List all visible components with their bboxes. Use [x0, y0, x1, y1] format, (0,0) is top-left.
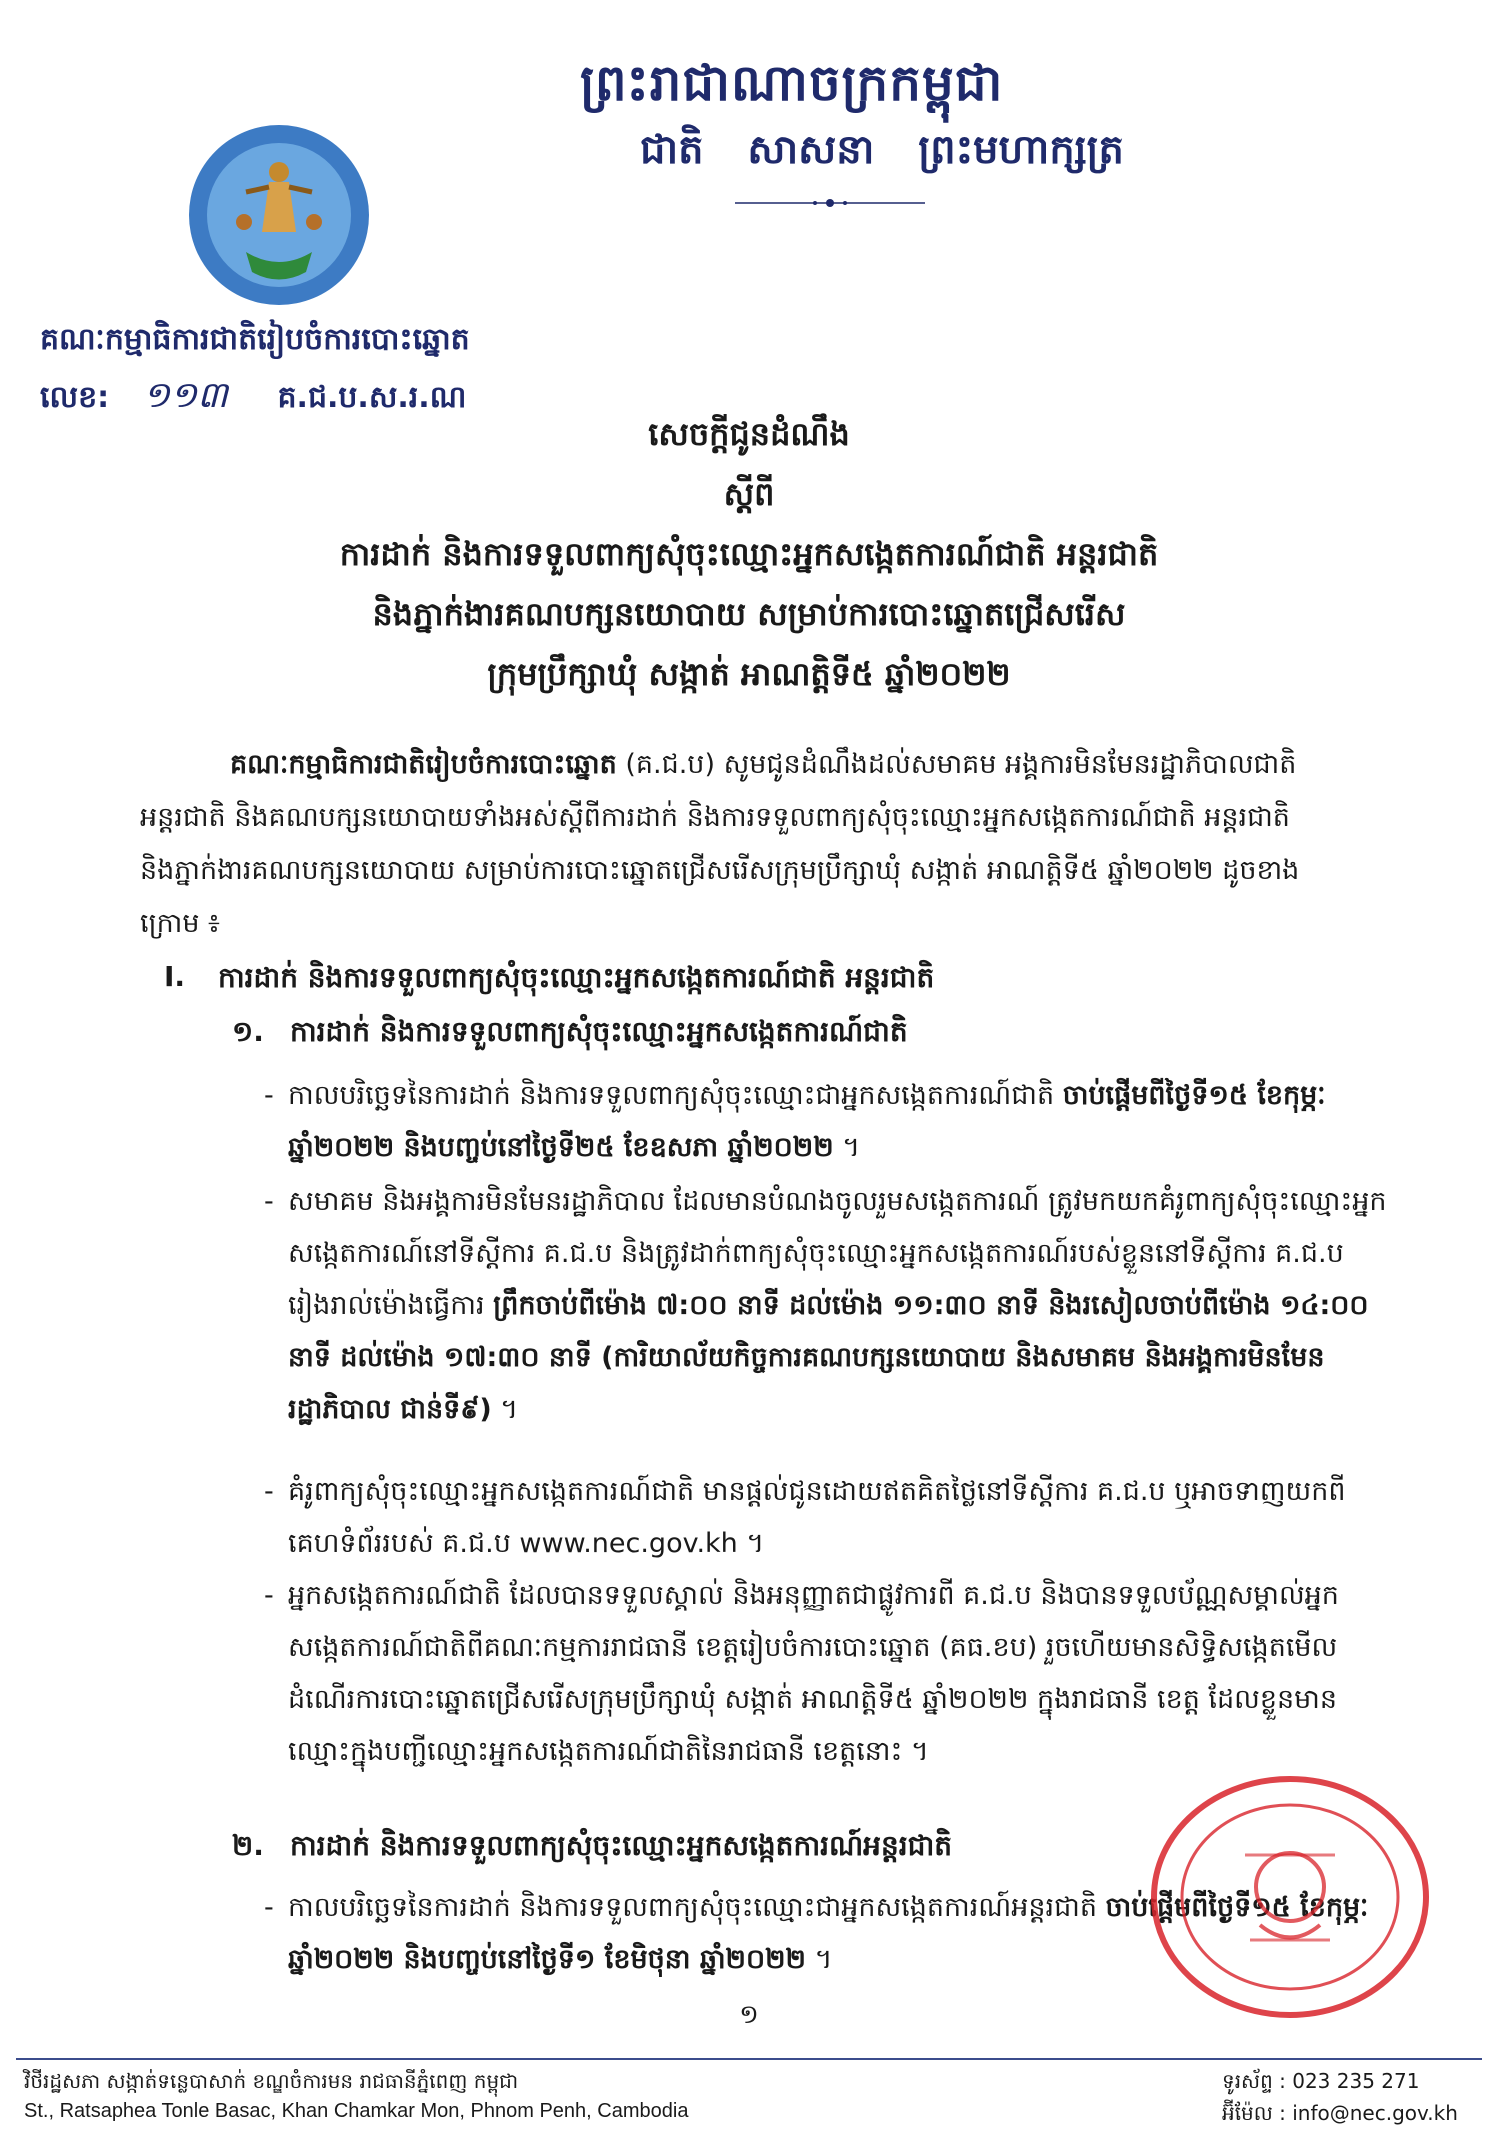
subsection-2-heading: ការដាក់ និងការទទួលពាក្យសុំចុះឈ្មោះអ្នកសង្កេតការណ៍អន្តរជាតិ — [290, 1829, 953, 1862]
ornament-divider — [735, 196, 925, 210]
footer-phone: ទូរស័ព្ទ : 023 235 271 — [1222, 2069, 1420, 2093]
footer-address-en: St., Ratsaphea Tonle Basac, Khan Chamkar Mon, Phnom Penh, Cambodia — [24, 2100, 689, 2122]
motto-heading: ជាតិ សាសនា ព្រះមហាក្សត្រ — [640, 127, 1124, 173]
ref-label: លេខ: — [40, 380, 110, 415]
notice-subject-line-1: ការដាក់ និងការទទួលពាក្យសុំចុះឈ្មោះអ្នកសង្កេតការណ៍ជាតិ អន្តរជាតិ — [339, 535, 1159, 573]
bullet-national-dates: - កាលបរិច្ឆេទនៃការដាក់ និងការទទួលពាក្យសុំចុះឈ្មោះជាអ្នកសង្កេតការណ៍ជាតិ ចាប់ផ្តើមពីថ្ងៃទី១៥ ខែកុម្ភៈ ឆ្នាំ២០២២ និងបញ្ចប់នៅថ្ងៃទី២៥ ខែឧសភា ឆ្នាំ២០២២ ។ — [264, 1080, 1326, 1163]
page-number: ១ — [739, 2000, 759, 2030]
organization-name: គណៈកម្មាធិការជាតិរៀបចំការបោះឆ្នោត — [40, 322, 470, 357]
intro-body: (គ.ជ.ប) សូមជូនដំណឹងដល់សមាគម អង្គការមិនមែនរដ្ឋាភិបាលជាតិ អន្តរជាតិ និងគណបក្សនយោបាយទាំងអស់ស្តីពីការដាក់ និងការទទួលពាក្យសុំចុះឈ្មោះអ្នកសង្កេតការណ៍ជាតិ អន្តរជាតិ និងភ្នាក់ងារគណបក្សនយោបាយ សម្រាប់ការបោះឆ្នោតជ្រើសរើសក្រុមប្រឹក្សាឃុំ សង្កាត់ អាណត្តិទី៥ ឆ្នាំ២០២២ ដូចខាងក្រោម ៖ — [140, 749, 1300, 939]
intro-lead: គណៈកម្មាធិការជាតិរៀបចំការបោះឆ្នោត — [230, 749, 617, 780]
notice-title: សេចក្តីជូនដំណឹង — [648, 415, 850, 453]
kingdom-heading: ព្រះរាជាណាចក្រកម្ពុជា — [580, 54, 1004, 112]
section-1-heading: ការដាក់ និងការទទួលពាក្យសុំចុះឈ្មោះអ្នកសង្កេតការណ៍ជាតិ អន្តរជាតិ — [218, 961, 935, 994]
footer-address-km: វិថីរដ្ឋសភា សង្កាត់ទន្លេបាសាក់ ខណ្ឌចំការមន រាជធានីភ្នំពេញ កម្ពុជា — [24, 2069, 519, 2093]
bullet-international-dates: - កាលបរិច្ឆេទនៃការដាក់ និងការទទួលពាក្យសុំចុះឈ្មោះជាអ្នកសង្កេតការណ៍អន្តរជាតិ ចាប់ផ្តើមពីថ្ងៃទី១៥ ខែកុម្ភៈ ឆ្នាំ២០២២ និងបញ្ចប់នៅថ្ងៃទី១ ខែមិថុនា ឆ្នាំ២០២២ ។ — [264, 1892, 1369, 1975]
intro-paragraph — [140, 738, 1320, 950]
nec-logo — [186, 122, 372, 308]
subsection-1-number: ១. — [232, 1015, 264, 1048]
bullet-form-download: - គំរូពាក្យសុំចុះឈ្មោះអ្នកសង្កេតការណ៍ជាតិ មានផ្តល់ជូនដោយឥតគិតថ្លៃនៅទីស្តីការ គ.ជ.ប ឬអាចទាញយកពីគេហទំព័ររបស់ គ.ជ.ប www.nec.gov.kh ។ — [264, 1476, 1346, 1559]
official-seal-stamp — [1150, 1775, 1430, 2020]
ref-suffix: គ.ជ.ប.ស.រ.ណ — [277, 380, 467, 415]
bullet-national-submission: - សមាគម និងអង្គការមិនមែនរដ្ឋាភិបាល ដែលមានបំណងចូលរួមសង្កេតការណ៍ ត្រូវមកយកគំរូពាក្យសុំចុះឈ្មោះអ្នកសង្កេតការណ៍នៅទីស្តីការ គ.ជ.ប និងត្រូវដាក់ពាក្យសុំចុះឈ្មោះអ្នកសង្កេតការណ៍របស់ខ្លួននៅទីស្តីការ គ.ជ.ប រៀងរាល់ម៉ោងធ្វើការ ព្រឹកចាប់ពីម៉ោង ៧:០០ នាទី ដល់ម៉ោង ១១:៣០ នាទី និងរសៀលចាប់ពីម៉ោង ១៤:០០ នាទី ដល់ម៉ោង ១៧:៣០ នាទី (ការិយាល័យកិច្ចការគណបក្សនយោបាយ និងសមាគម និងអង្គការមិនមែនរដ្ឋាភិបាល ជាន់ទី៩) ។ — [264, 1186, 1387, 1425]
footer-divider — [16, 2058, 1482, 2060]
bullet-observer-rights: - អ្នកសង្កេតការណ៍ជាតិ ដែលបានទទួលស្គាល់ និងអនុញ្ញាតជាផ្លូវការពី គ.ជ.ប និងបានទទួលប័ណ្ណសម្គាល់អ្នកសង្កេតការណ៍ជាតិពីគណៈកម្មការរាជធានី ខេត្តរៀបចំការបោះឆ្នោត (គធ.ខប) រួចហើយមានសិទ្ធិសង្កេតមើលដំណើរការបោះឆ្នោតជ្រើសរើសក្រុមប្រឹក្សាឃុំ សង្កាត់ អាណត្តិទី៥ ឆ្នាំ២០២២ ក្នុងរាជធានី ខេត្ត ដែលខ្លួនមានឈ្មោះក្នុងបញ្ជីឈ្មោះអ្នកសង្កេតការណ៍ជាតិនៃរាជធានី ខេត្តនោះ ។ — [264, 1580, 1339, 1767]
notice-subject-line-3: ក្រុមប្រឹក្សាឃុំ សង្កាត់ អាណត្តិទី៥ ឆ្នាំ២០២២ — [487, 655, 1011, 693]
footer-email: អ៊ីម៉ែល : info@nec.gov.kh — [1222, 2101, 1458, 2125]
notice-subject-label: ស្តីពី — [723, 475, 775, 513]
section-1-number: I. — [164, 960, 186, 993]
subsection-2-number: ២. — [232, 1829, 264, 1862]
subsection-1-heading: ការដាក់ និងការទទួលពាក្យសុំចុះឈ្មោះអ្នកសង្កេតការណ៍ជាតិ — [290, 1015, 908, 1048]
ref-number: ១១៣ — [142, 375, 228, 416]
notice-subject-line-2: និងភ្នាក់ងារគណបក្សនយោបាយ សម្រាប់ការបោះឆ្នោតជ្រើសរើស — [372, 595, 1126, 633]
